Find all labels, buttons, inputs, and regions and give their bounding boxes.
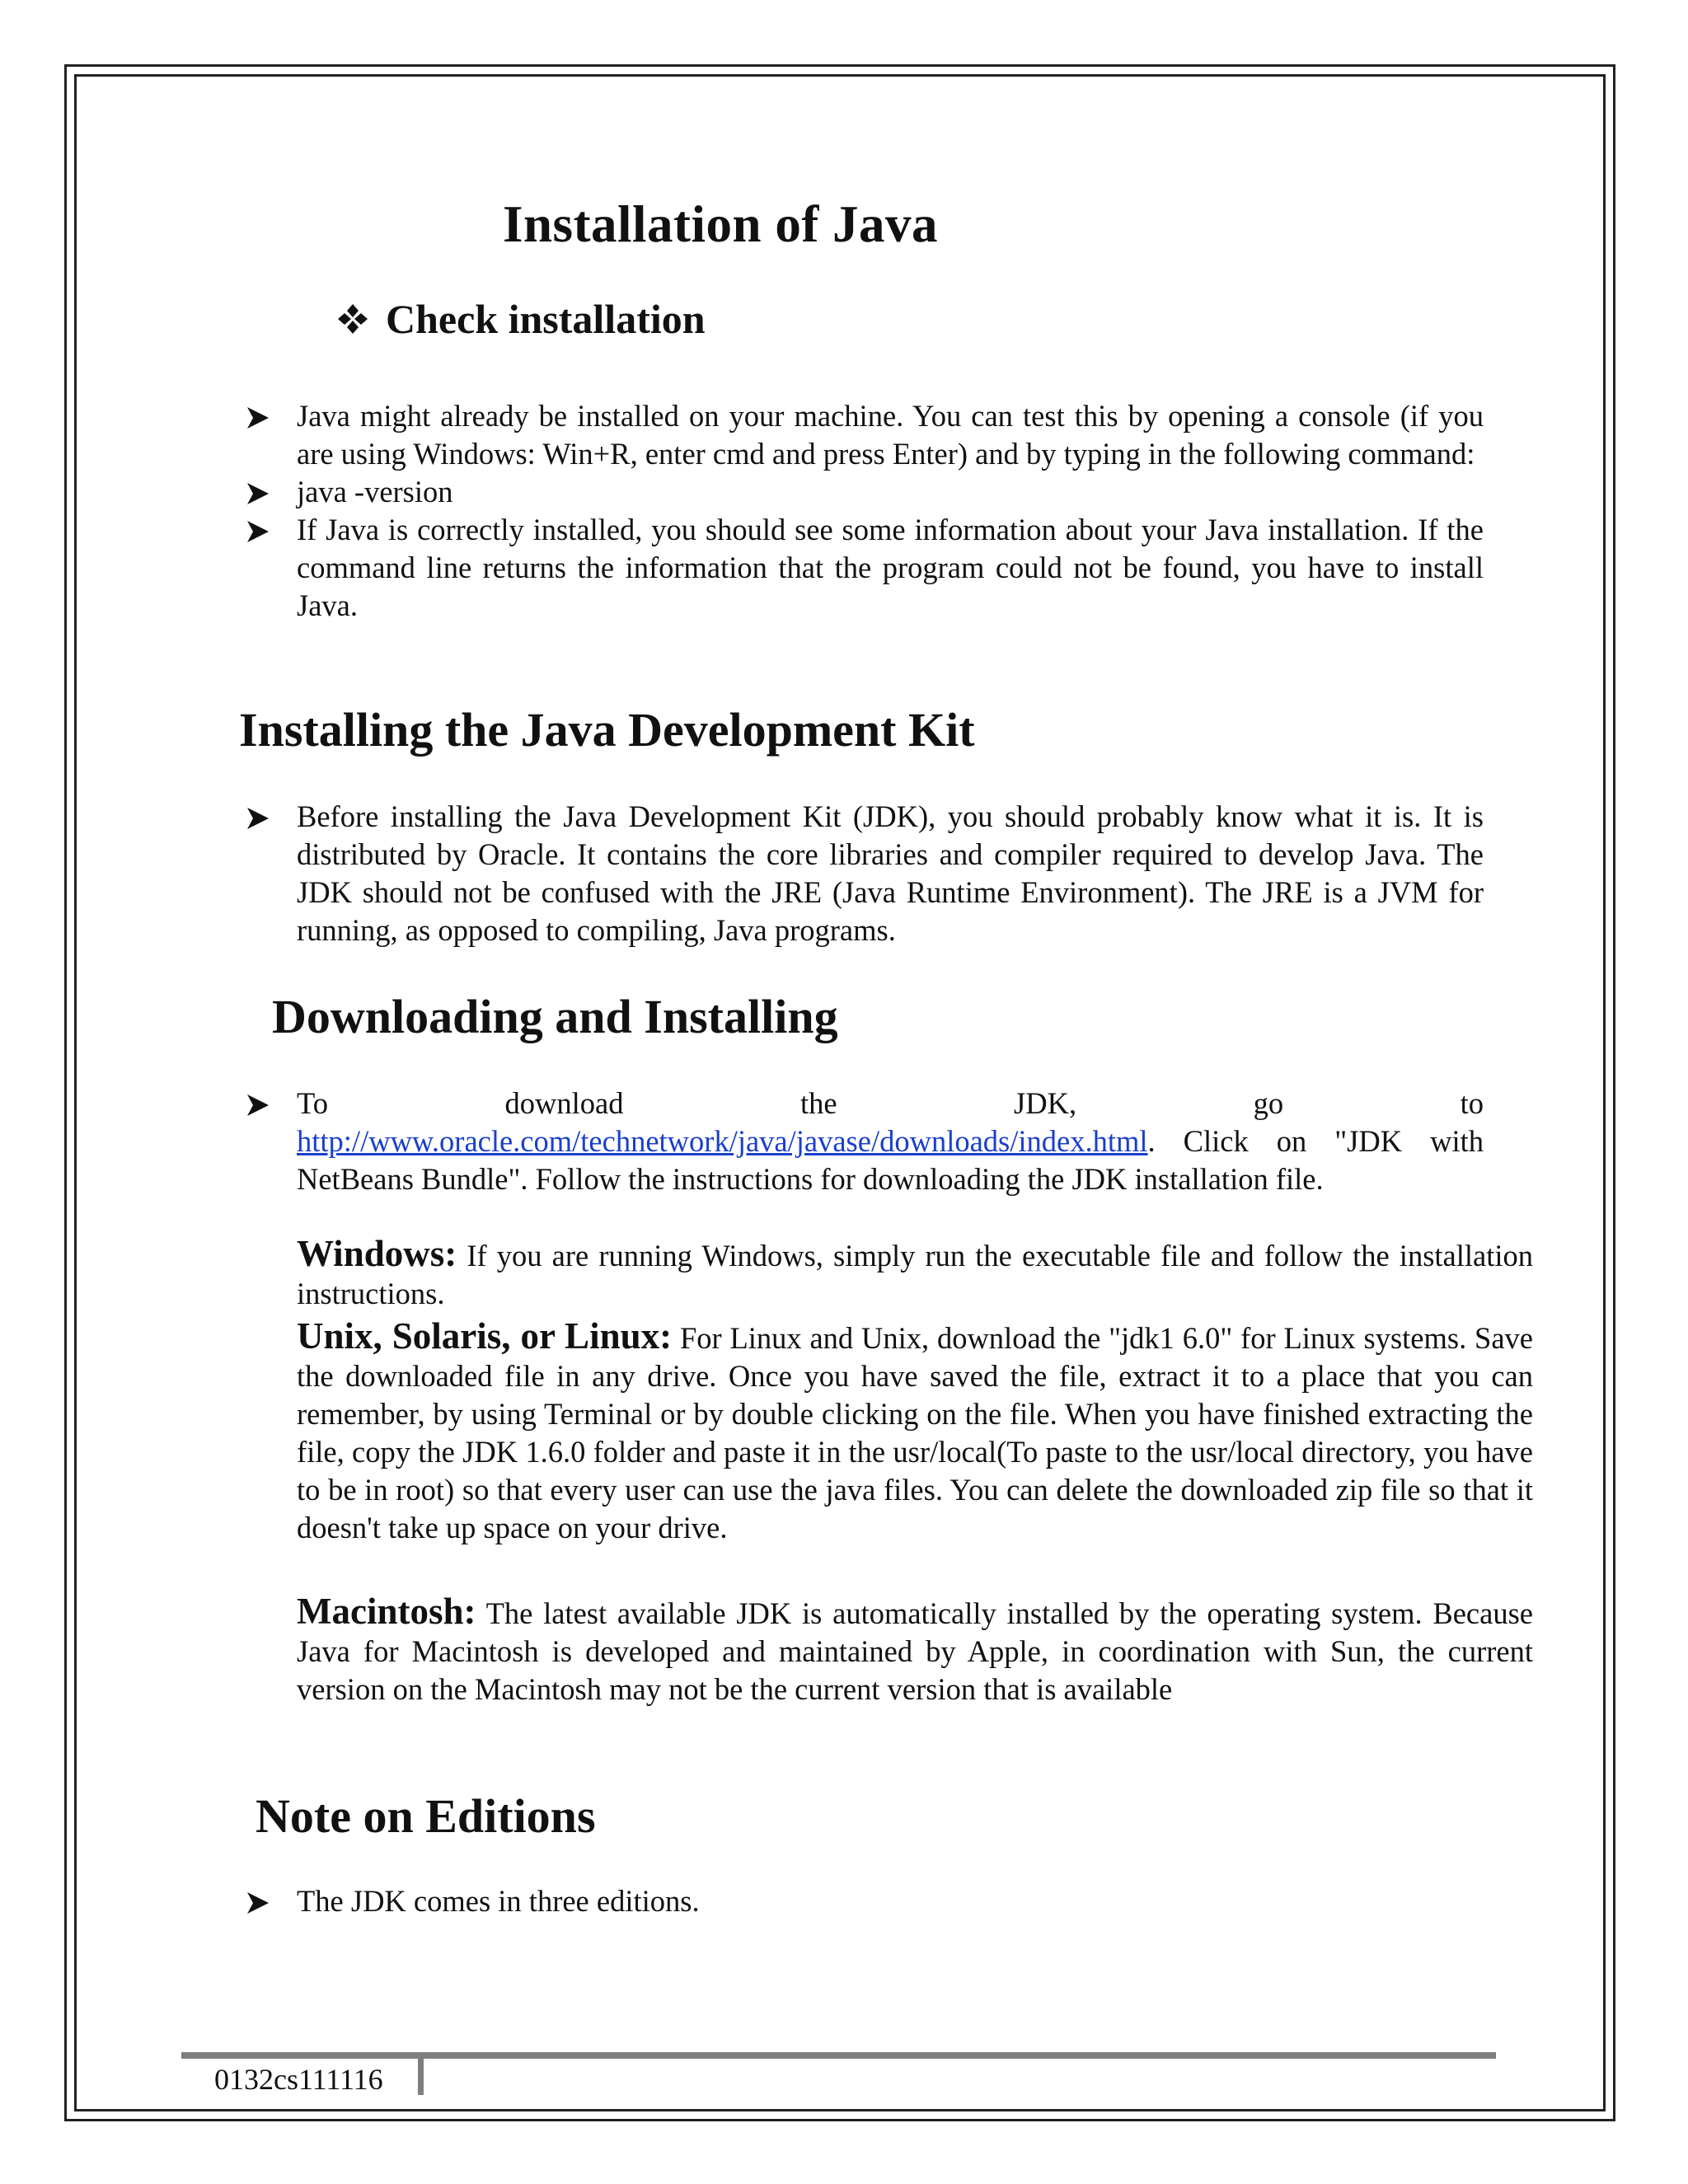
footer-id: 0132cs111116: [214, 2063, 383, 2096]
list-item: To download the JDK, go to http://www.oracle.com/technetwork/java/javase/downloads/index.html. Click on "JDK with NetBeans Bundle". Follow the instructions for downloading the JDK installation file.: [247, 1085, 1484, 1198]
editions-list: [247, 1882, 1484, 1920]
list-item: java -version: [247, 473, 1484, 511]
oracle-download-link[interactable]: http://www.oracle.com/technetwork/java/javase/downloads/index.html: [297, 1124, 1148, 1158]
page-title: Installation of Java: [503, 195, 939, 253]
mac-label: Macintosh:: [297, 1591, 476, 1632]
list-item: Java might already be installed on your machine. You can test this by opening a console (if you are using Windows: Win+R, enter cmd and press Enter) and by typing in the following command:: [247, 397, 1484, 473]
editions-heading: Note on Editions: [256, 1789, 596, 1843]
list-item: If Java is correctly installed, you should see some information about your Java installation. If the command line returns the information that the program could not be found, you have to install Java.: [247, 511, 1484, 625]
list-item: Before installing the Java Development Kit (JDK), you should probably know what it is. It is distributed by Oracle. It contains the core libraries and compiler required to develop Java. The JDK should not be confused with the JRE (Java Runtime Environment). The JRE is a JVM for running, as opposed to compiling, Java programs.: [247, 798, 1484, 949]
download-intro-line: To download the JDK, go to: [297, 1086, 1484, 1120]
four-diamond-icon: [336, 302, 369, 335]
download-heading: Downloading and Installing: [272, 990, 838, 1043]
download-list: [247, 1085, 1484, 1198]
arrow-bullet-icon: [247, 1094, 269, 1116]
arrow-bullet-icon: [247, 808, 269, 829]
mac-paragraph: Macintosh: The latest available JDK is automatically installed by the operating system. Because Java for Macintosh is developed and maintained by Apple, in coordination with Sun, the current version on the Macintosh may not be the current version that is available: [297, 1591, 1533, 1706]
footer-divider: [418, 2059, 424, 2095]
arrow-bullet-icon: [247, 521, 269, 542]
unix-label: Unix, Solaris, or Linux:: [297, 1315, 673, 1357]
arrow-bullet-icon: [247, 1892, 269, 1914]
check-list: [247, 397, 1484, 625]
windows-label: Windows:: [297, 1233, 457, 1274]
check-installation-label: Check installation: [386, 296, 706, 342]
list-item: The JDK comes in three editions.: [247, 1882, 1484, 1920]
footer-rule: [181, 2052, 1496, 2059]
arrow-bullet-icon: [247, 483, 269, 504]
windows-paragraph: Windows: If you are running Windows, simply run the executable file and follow the installation instructions.: [297, 1233, 1534, 1310]
jdk-heading: Installing the Java Development Kit: [239, 703, 975, 757]
jdk-list: [247, 798, 1484, 949]
arrow-bullet-icon: [247, 407, 269, 429]
check-installation-heading: [336, 295, 706, 343]
unix-paragraph: Unix, Solaris, or Linux: For Linux and Unix, download the "jdk1 6.0" for Linux systems. Save the downloaded file in any drive. Once you have saved the file, extract it to a place that you can remember, by using Terminal or by double clicking on the file. When you have finished extracting the file, copy the JDK 1.6.0 folder and paste it in the usr/local(To paste to the usr/local directory, you have to be in root) so that every user can use the java files. You can delete the downloaded zip file so that it doesn't take up space on your drive.: [297, 1315, 1533, 1544]
